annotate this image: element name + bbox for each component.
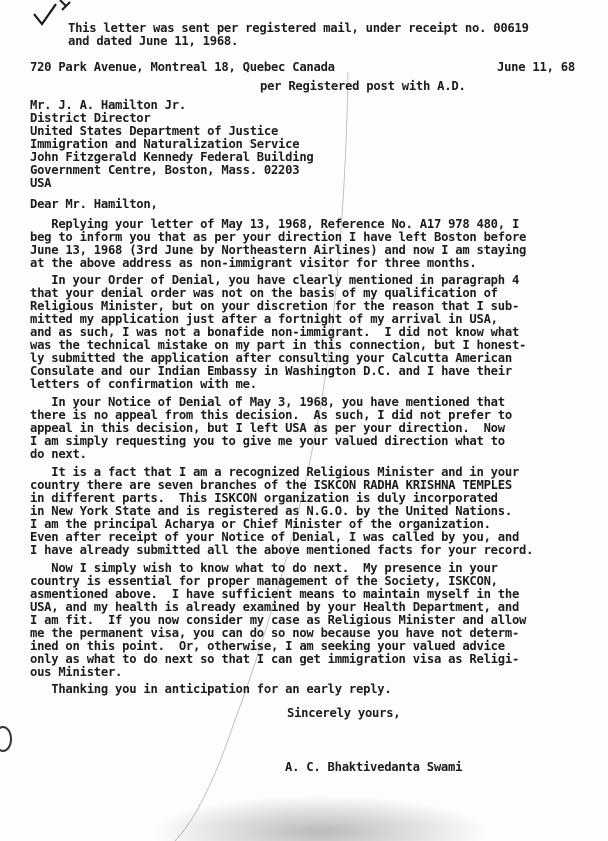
body-line: Even after receipt of your Notice of Denial, I was called by you, and: [30, 530, 520, 544]
body-line: at the above address as non-immigrant visitor for three months.: [30, 256, 477, 270]
recipient-line: District Director: [30, 111, 151, 125]
body-line: there is no appeal from this decision. As such, I did not prefer to: [30, 408, 512, 422]
body-line: I am simply requesting you to give me your valued direction what to: [30, 434, 505, 448]
letter-date: June 11, 68: [497, 60, 575, 74]
body-line: In your Notice of Denial of May 3, 1968, you have mentioned that: [30, 395, 505, 409]
body-line: ly submitted the application after consulting your Calcutta American: [30, 351, 512, 365]
recipient-line: John Fitzgerald Kennedy Federal Building: [30, 150, 314, 164]
registered-mail-note-line1: This letter was sent per registered mail, under receipt no. 00619: [68, 21, 529, 35]
body-line: ined on this point. Or, otherwise, I am seeking your valued advice: [30, 639, 505, 653]
body-line: country is essential for proper management of the Society, ISKCON,: [30, 574, 498, 588]
check-mark-icon: [32, 0, 72, 26]
body-line: country there are seven branches of the ISKCON RADHA KRISHNA TEMPLES: [30, 478, 512, 492]
body-line: ous Minister.: [30, 665, 123, 679]
recipient-line: Government Centre, Boston, Mass. 02203: [30, 163, 300, 177]
body-line: letters of confirmation with me.: [30, 377, 257, 391]
body-line: in New York State and is registered as N.G.O. by the United Nations.: [30, 504, 512, 518]
body-line: asmentioned above. I have sufficient means to maintain myself in the: [30, 587, 520, 601]
recipient-line: Mr. J. A. Hamilton Jr.: [30, 98, 186, 112]
body-line: mitted my application just after a fortnight of my arrival in USA,: [30, 312, 498, 326]
body-line: beg to inform you that as per your direction I have left Boston before: [30, 230, 527, 244]
recipient-line: Immigration and Naturalization Service: [30, 137, 300, 151]
registered-mail-note-line2: and dated June 11, 1968.: [68, 34, 239, 48]
body-line: Consulate and our Indian Embassy in Washington D.C. and I have their: [30, 364, 512, 378]
sender-address: 720 Park Avenue, Montreal 18, Quebec Canada: [30, 60, 335, 74]
body-line: me the permanent visa, you can do so now because you have not determ-: [30, 626, 520, 640]
body-line: Religious Minister, but on your discretion for the reason that I sub-: [30, 299, 520, 313]
body-line: that your denial order was not on the basis of my qualification of: [30, 286, 498, 300]
closing: Sincerely yours,: [287, 706, 401, 720]
body-line: was the technical mistake on my part in this connection, but I honest-: [30, 338, 527, 352]
body-line: and as such, I was not a bonafide non-immigrant. I did not know what: [30, 325, 520, 339]
binder-hole: [0, 726, 12, 752]
body-line: I have already submitted all the above mentioned facts for your record.: [30, 543, 534, 557]
body-line: in different parts. This ISKCON organization is duly incorporated: [30, 491, 498, 505]
recipient-line: United States Department of Justice: [30, 124, 279, 138]
recipient-line: USA: [30, 176, 52, 190]
body-line: In your Order of Denial, you have clearly mentioned in paragraph 4: [30, 273, 520, 287]
body-line: USA, and my health is already examined by your Health Department, and: [30, 600, 520, 614]
body-line: appeal in this decision, but I left USA as per your direction. Now: [30, 421, 505, 435]
signature-name: A. C. Bhaktivedanta Swami: [285, 760, 463, 774]
salutation: Dear Mr. Hamilton,: [30, 197, 158, 211]
body-line: Replying your letter of May 13, 1968, Reference No. A17 978 480, I: [30, 217, 520, 231]
body-line: It is a fact that I am a recognized Religious Minister and in your: [30, 465, 520, 479]
body-line: Thanking you in anticipation for an early reply.: [30, 682, 392, 696]
body-line: Now I simply wish to know what to do next. My presence in your: [30, 561, 498, 575]
body-line: June 13, 1968 (3rd June by Northeastern Airlines) and now I am staying: [30, 243, 527, 257]
bottom-smudge: [150, 795, 490, 841]
delivery-method: per Registered post with A.D.: [260, 79, 466, 93]
body-line: I am the principal Acharya or Chief Minister of the organization.: [30, 517, 491, 531]
body-line: do next.: [30, 447, 87, 461]
body-line: I am fit. If you now consider my case as Religious Minister and allow: [30, 613, 527, 627]
body-line: only as what to do next so that I can get immigration visa as Religi-: [30, 652, 520, 666]
